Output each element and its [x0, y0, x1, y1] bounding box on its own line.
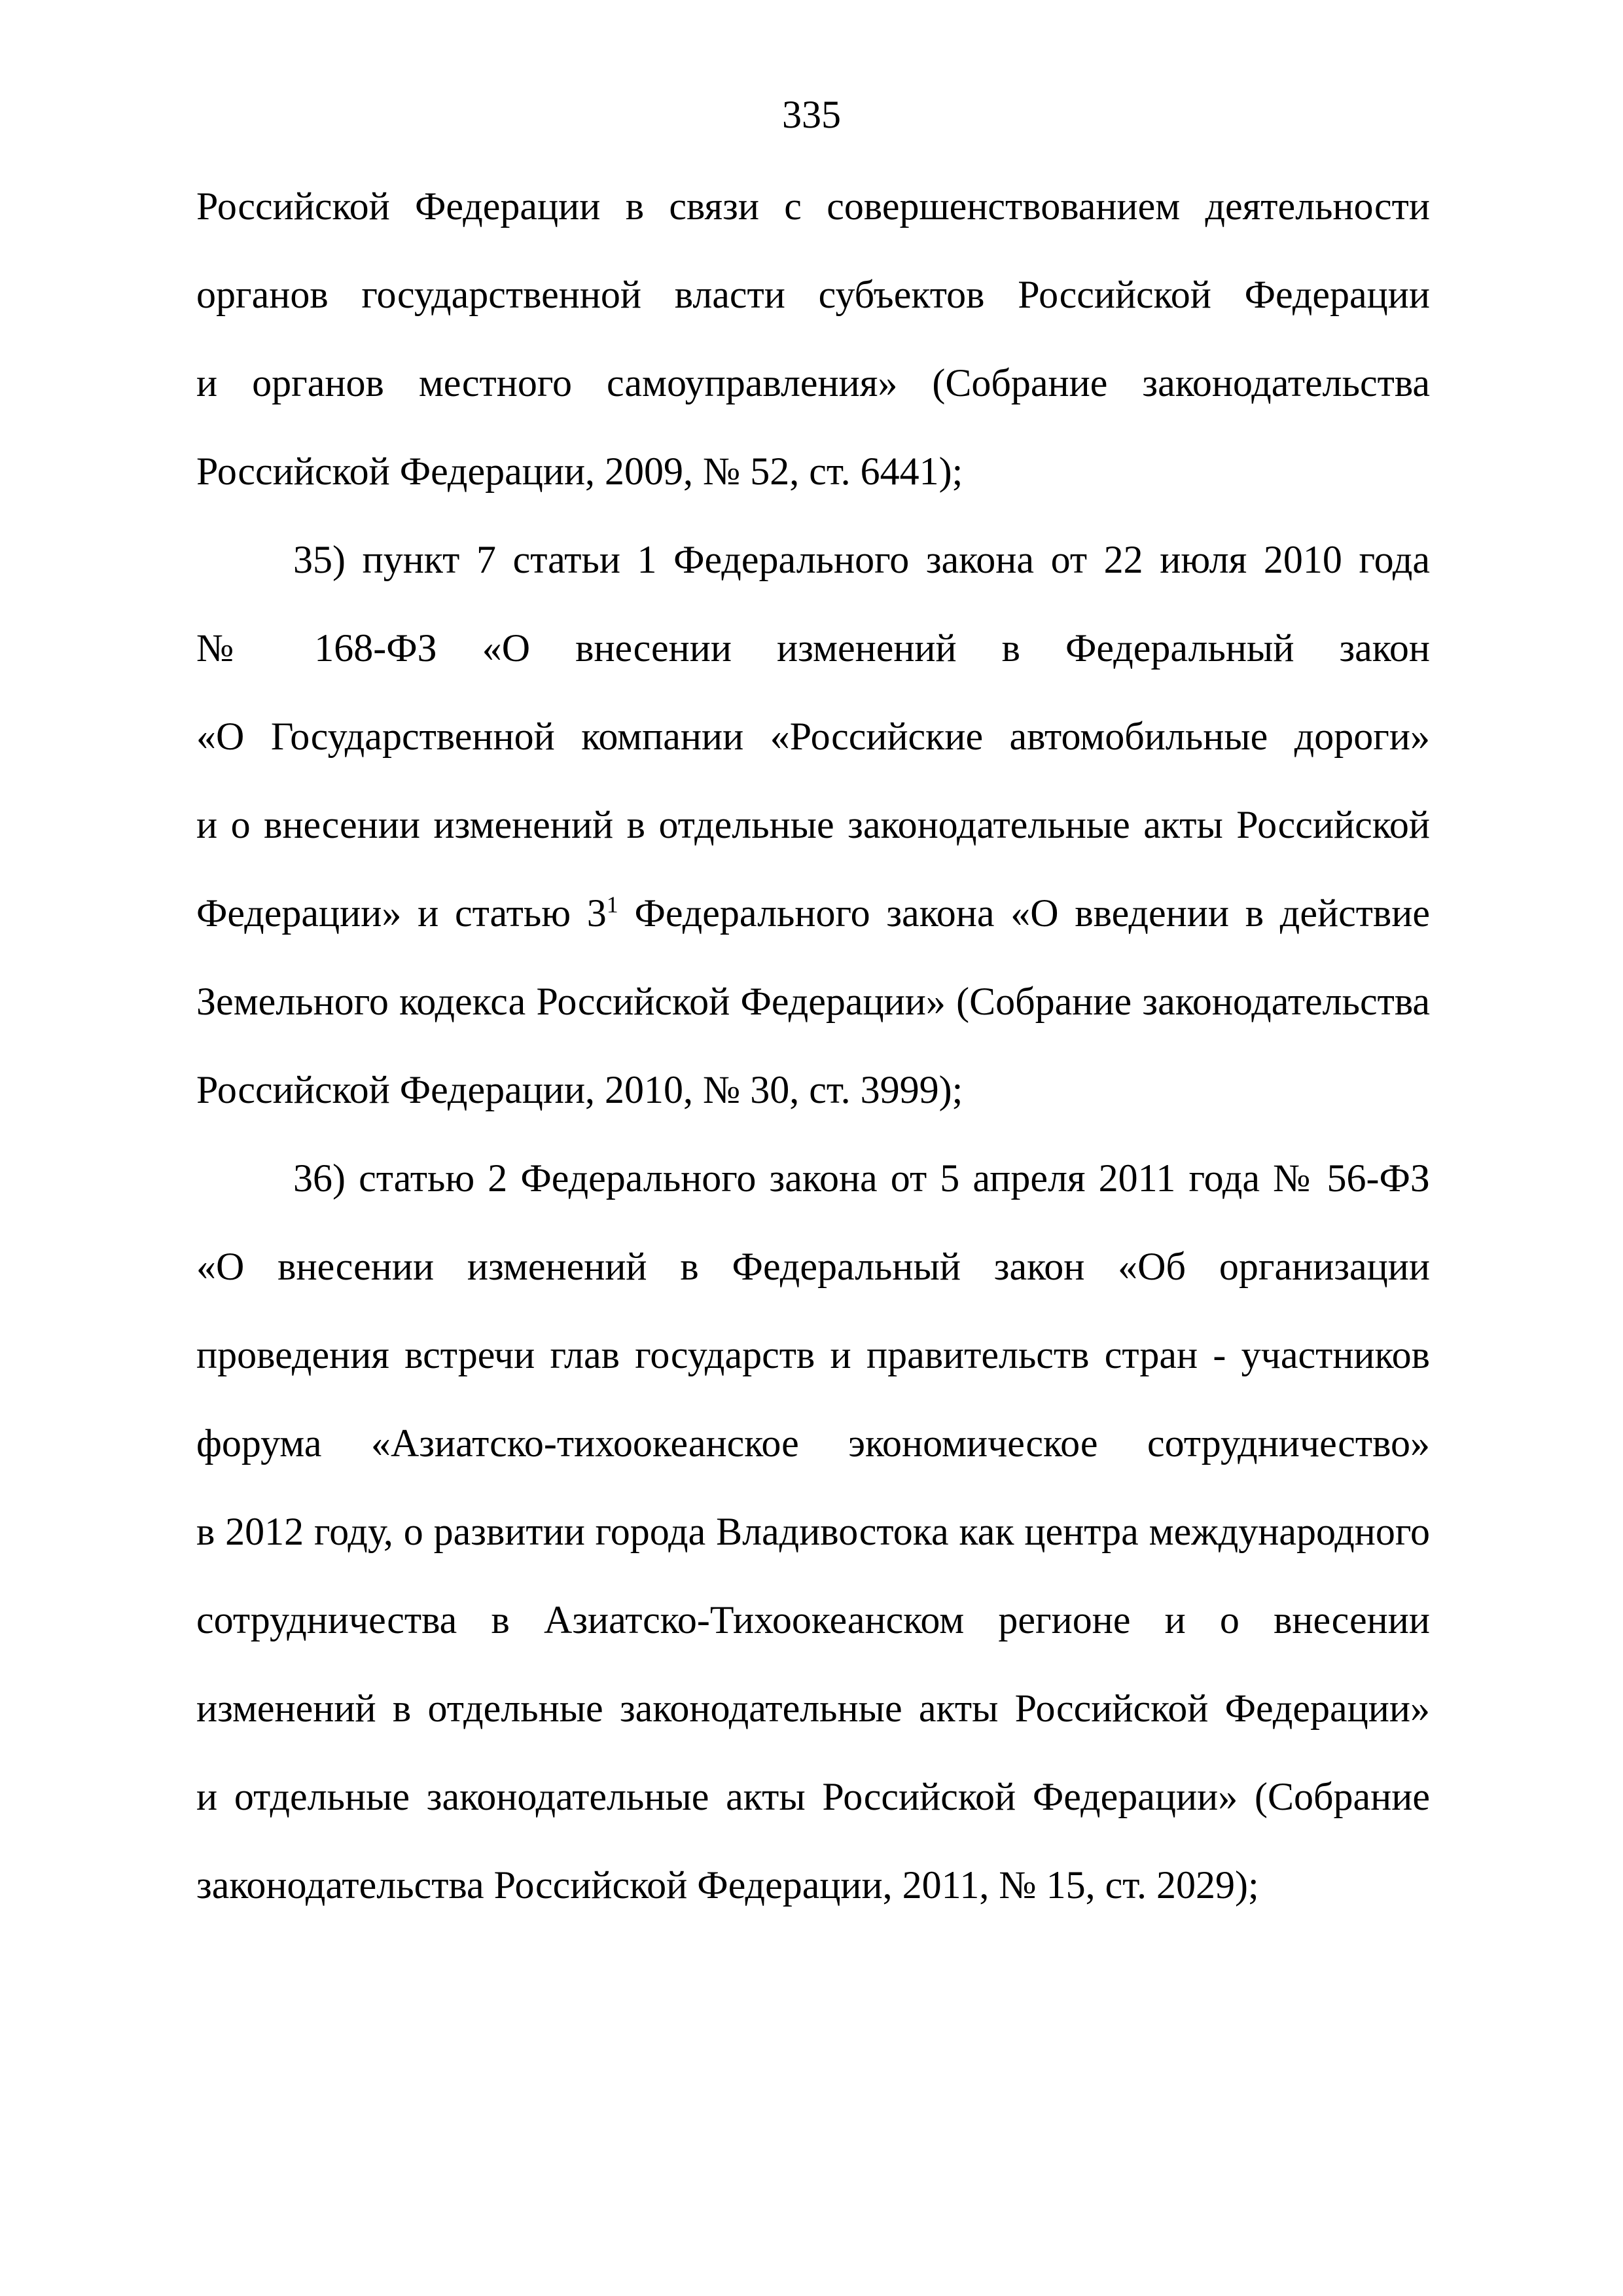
text-line: № 168-ФЗ «О внесении изменений в Федеральный закон — [196, 626, 1430, 670]
text-line: изменений в отдельные законодательные акты Российской Федерации» — [196, 1687, 1430, 1730]
text-line-with-superscript — [196, 887, 1430, 939]
text-line: и органов местного самоуправления» (Собрание законодательства — [196, 361, 1430, 404]
superscript: 1 — [606, 891, 618, 918]
text-line: Российской Федерации, 2010, № 30, ст. 3999); — [196, 1068, 963, 1111]
page-number: 335 — [782, 93, 841, 136]
text-line: Российской Федерации в связи с совершенствованием деятельности — [196, 185, 1430, 228]
text-line: «О Государственной компании «Российские автомобильные дороги» — [196, 715, 1430, 758]
text-line: 35) пункт 7 статьи 1 Федерального закона от 22 июля 2010 года — [293, 538, 1430, 581]
text-line: и отдельные законодательные акты Российской Федерации» (Собрание — [196, 1775, 1430, 1818]
text-line: в 2012 году, о развитии города Владивостока как центра международного — [196, 1510, 1430, 1553]
text-line: органов государственной власти субъектов Российской Федерации — [196, 273, 1430, 316]
text-segment: Федерации» и статью 3 — [196, 891, 607, 935]
text-line: проведения встречи глав государств и правительств стран - участников — [196, 1333, 1430, 1376]
text-line: Российской Федерации, 2009, № 52, ст. 6441); — [196, 450, 963, 493]
text-line: законодательства Российской Федерации, 2011, № 15, ст. 2029); — [196, 1863, 1259, 1907]
text-line: сотрудничества в Азиатско-Тихоокеанском регионе и о внесении — [196, 1598, 1430, 1641]
text-line: форума «Азиатско-тихоокеанское экономическое сотрудничество» — [196, 1422, 1430, 1465]
text-segment: Федерального закона «О введении в действие — [618, 891, 1430, 935]
text-line: и о внесении изменений в отдельные законодательные акты Российской — [196, 803, 1430, 846]
text-line: 36) статью 2 Федерального закона от 5 апреля 2011 года № 56-ФЗ — [293, 1157, 1430, 1200]
text-line: «О внесении изменений в Федеральный закон «Об организации — [196, 1245, 1430, 1288]
text-line: Земельного кодекса Российской Федерации» (Собрание законодательства — [196, 980, 1430, 1023]
